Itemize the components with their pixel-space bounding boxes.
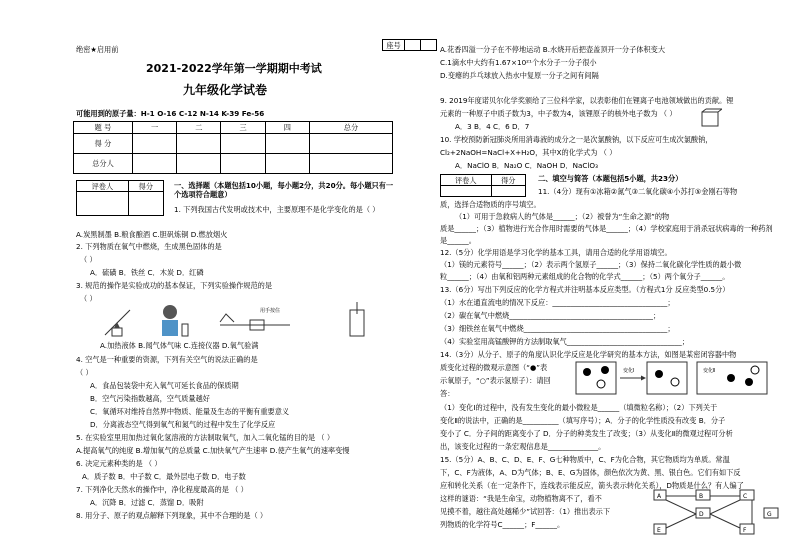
question-2-paren: （ ）: [80, 255, 97, 264]
heating-liquid-icon: [105, 310, 130, 336]
question-10: 10. 学校预防新冠肺炎所用消毒液的成分之一是次氯酸钠，以下反应可生成次氯酸钠，: [440, 135, 713, 144]
question-14-b: 质变化过程的微观示意图（“●”表: [440, 363, 548, 372]
question-11-e: 是______。: [440, 236, 476, 245]
question-11: 11.（4分）现有①冰箱②氮气③二氧化碳④小苏打⑤金刚石等物: [538, 187, 738, 196]
question-15-f: 列物质的化学符号C______；F______。: [440, 520, 565, 529]
score-table: [73, 121, 393, 174]
lithium-atom-icon: [700, 108, 722, 130]
node-d: D: [699, 511, 704, 518]
question-12: 12.（5分）化学用语是学习化学的基本工具，请用合适的化学用语填空。: [440, 248, 672, 257]
question-11-c: （1）可用于急救病人的气体是______；（2）被誉为“生命之源”的物: [455, 212, 670, 221]
score-row-label: 得 分: [74, 134, 133, 154]
section2-title: 二、填空与简答（本题包括5小题，共23分）: [538, 174, 683, 183]
question-2: 2. 下列物质在氧气中燃烧，生成黑色固体的是: [76, 242, 222, 251]
lab-operations-figure: [100, 300, 400, 340]
question-11-b: 质，选择合适物质的序号填空。: [440, 200, 541, 209]
smelling-gas-icon: [162, 305, 188, 336]
grader-cell[interactable]: [77, 192, 129, 216]
grader-label: 得分: [491, 175, 525, 186]
grader-label: 评卷人: [441, 175, 492, 186]
question-13-1: （1）水在通直流电的情况下反应：________________________________；: [440, 298, 675, 307]
change-1-label: 变化Ⅰ: [623, 368, 635, 374]
question-8-option-d: D.变瘪的乒乓球放入热水中复原一分子之间有间隔: [440, 71, 599, 80]
question-8-option-ab: A.花香四溢一分子在不停地运动 B.水烧开后把壶盖顶开一分子体积变大: [440, 45, 666, 54]
seat-box: [382, 39, 437, 51]
node-a: A: [657, 493, 662, 500]
question-4-option-d: D．分离液态空气得到氧气和氮气的过程中发生了化学反应: [90, 420, 276, 429]
question-7-options: A．沉降 B．过滤 C．蒸馏 D．吸附: [90, 498, 204, 507]
score-cell[interactable]: [177, 154, 221, 174]
question-14-f: 变化Ⅱ的说法中，正确的是__________（填写序号）；A．分子的化学性质没有改变 B．分子: [440, 416, 726, 425]
question-10-equation: Cl₂+2NaOH=NaCl+X+H₂O，其中X的化学式为 （ ）: [440, 148, 617, 157]
question-1-options: A.炭黑制墨 B.粮食酿酒 C.胆矾炼铜 D.燃放烟火: [76, 230, 228, 239]
question-8: 8. 用分子、原子的观点解释下列现象，其中不合理的是（ ）: [76, 511, 268, 520]
question-14: 14.（3分）从分子、原子的角度认识化学反应是化学研究的基本方法，如图是某密闭容器中物: [440, 350, 737, 359]
question-8-option-c: C.1滴水中大约有1.67×10²¹个水分子一分子很小: [440, 58, 597, 67]
question-12-b: （1）镁的元素符号______；（2）表示两个氢原子______；（3）保持二氧化碳化学性质的最小微: [440, 260, 742, 269]
substance-relation-diagram: [652, 486, 780, 542]
question-14-e: （1）变化Ⅰ的过程中，没有发生变化的最小微粒是______（填微粒名称）；（2）下列关于: [440, 403, 718, 412]
question-11-d: 质是______；（3）植物进行光合作用时需要的气体是______；（4）学校家庭用于消杀冠状病毒的一种药剂: [440, 224, 773, 233]
question-15-e: 见摸不着，越往高处越稀少”试回答：（1）推出表示下: [440, 507, 611, 516]
question-3-options: A.加热液体 B.闻气体气味 C.连接仪器 D.氧气验满: [100, 341, 259, 350]
question-10-options: A．NaClO B．Na₂O C．NaOH D．NaClO₃: [455, 161, 598, 170]
question-14-g: 变小了 C．分子间的距离变小了 D．分子的种类发生了改变；（3）从变化Ⅱ的微观过程可分析: [440, 429, 733, 438]
question-14-d: 答：: [440, 389, 455, 398]
atomic-masses: 可能用到的原子量：H-1 O-16 C-12 N-14 K-39 Fe-56: [76, 109, 265, 118]
question-6: 6. 决定元素种类的是 （ ）: [76, 459, 162, 468]
score-header: 二: [177, 122, 221, 134]
question-13-2: （2）碳在氧气中燃烧________________________________________；: [440, 311, 661, 320]
question-14-c: 示氧原子，“○”表示氢原子）：请回: [440, 376, 551, 385]
exam-title: 2021-2022学年第一学期期中考试: [146, 62, 322, 75]
question-1: 1. 下列我国古代发明或技术中，主要原理不是化学变化的是（ ）: [174, 205, 380, 214]
node-e: E: [657, 527, 661, 534]
question-6-options: A．质子数 B．中子数 C．最外层电子数 D．电子数: [82, 472, 246, 481]
score-cell[interactable]: [309, 154, 392, 174]
question-9: 9. 2019年度诺贝尔化学奖颁给了三位科学家，以表彰他们在锂离子电池领域做出的贡献。锂: [440, 96, 734, 105]
question-13: 13.（6分）写出下列反应的化学方程式并注明基本反应类型。（方程式1分 反应类型0.5分）: [440, 285, 730, 294]
oxygen-test-icon: [350, 302, 364, 336]
question-4-paren: （ ）: [76, 368, 93, 377]
score-header: 三: [221, 122, 265, 134]
question-15: 15.（5分）A、B、C、D、E、F、G七种物质中，C、F为化合物，其它物质均为单质。常温: [440, 455, 730, 464]
score-header: 一: [133, 122, 177, 134]
molecular-change-figure: [575, 358, 775, 400]
question-13-3: （3）细铁丝在氧气中燃烧________________________________________；: [440, 324, 675, 333]
score-header: 总分: [309, 122, 392, 134]
section1-title: 一、选择题（本题包括10小题，每小题2分，共20分。每小题只有一个选项符合题意）: [174, 181, 394, 199]
question-5-options: A.提高氧气的纯度 B.增加氧气的总质量 C.加快氧气产生速率 D.使产生氧气的速率变慢: [76, 446, 350, 455]
question-3: 3. 规范的操作是实验成功的基本保证，下列实验操作规范的是: [76, 281, 273, 290]
seal-text: 绝密★启用前: [76, 45, 119, 54]
question-4-option-c: C．氧循环对维持自然界中物质、能量及生态的平衡有重要意义: [90, 407, 290, 416]
score-cell[interactable]: [177, 134, 221, 154]
connect-apparatus-icon: [220, 314, 290, 330]
question-4-option-a: A．食品包装袋中充入氧气可延长食品的保质期: [90, 381, 239, 390]
grader-cell[interactable]: [491, 186, 525, 197]
question-12-c: 粒______；（4）由氧和铝两种元素组成的化合物的化学式______；（5）两个氧分子______。: [440, 272, 730, 281]
question-7: 7. 下列净化天然水的操作中，净化程度最高的是 （ ）: [76, 485, 248, 494]
change-2-label: 变化Ⅱ: [703, 368, 716, 374]
grader-cell[interactable]: [128, 192, 163, 216]
question-15-b: 下，C、F为液体，A、D为气体；B、E、G为固体，颜色依次为黄、黑、银白色。它们有如下反: [440, 468, 741, 477]
figure-caption: 用手按住: [260, 308, 281, 314]
score-header: 四: [265, 122, 309, 134]
node-c: C: [743, 493, 748, 500]
grader-label: 得分: [128, 181, 163, 192]
score-cell[interactable]: [133, 154, 177, 174]
score-cell[interactable]: [221, 154, 265, 174]
score-header: 题 号: [74, 122, 133, 134]
grader-label: 评卷人: [77, 181, 129, 192]
question-3-paren: （ ）: [80, 294, 97, 303]
exam-subtitle: 九年级化学试卷: [183, 83, 268, 97]
node-f: F: [743, 527, 747, 534]
seat-cell[interactable]: [405, 40, 421, 51]
seat-label: 座号: [383, 40, 405, 51]
question-5: 5. 在实验室里用加热过氧化氢溶液的方法制取氧气，加入二氧化锰的目的是 （ ）: [76, 433, 335, 442]
question-4: 4. 空气是一种重要的资源，下列有关空气的说法正确的是: [76, 355, 258, 364]
question-9-options: A．3 B．4 C．6 D．7: [455, 122, 530, 131]
score-row-label: 总分人: [74, 154, 133, 174]
node-g: G: [767, 511, 772, 518]
question-4-option-b: B．空气污染指数越高，空气质量越好: [90, 394, 210, 403]
grader-box: [76, 180, 164, 216]
score-cell[interactable]: [265, 134, 309, 154]
question-15-d: 这样的谜语：“我是生命宝，动物植物离不了，看不: [440, 494, 602, 503]
grader-cell[interactable]: [441, 186, 492, 197]
seat-cell[interactable]: [421, 40, 437, 51]
question-9-cont: 元素的一种原子中质子数为3，中子数为4，该锂原子的核外电子数为 （ ）: [440, 109, 677, 118]
score-cell[interactable]: [221, 134, 265, 154]
score-cell[interactable]: [133, 134, 177, 154]
question-2-options: A．硫磺 B．铁丝 C．木炭 D．红磷: [90, 268, 204, 277]
question-13-4: （4）实验室用高锰酸钾的方法制取氧气________________________________；: [440, 337, 689, 346]
score-cell[interactable]: [265, 154, 309, 174]
score-cell[interactable]: [309, 134, 392, 154]
question-15-c: 应和转化关系（在一定条件下，连线表示能反应，箭头表示转化关系），D物质是什么？有人编了: [440, 481, 744, 490]
question-14-h: 出，该变化过程的一条宏观信息是______________。: [440, 442, 606, 451]
grader-box: [440, 174, 526, 197]
node-b: B: [699, 493, 704, 500]
